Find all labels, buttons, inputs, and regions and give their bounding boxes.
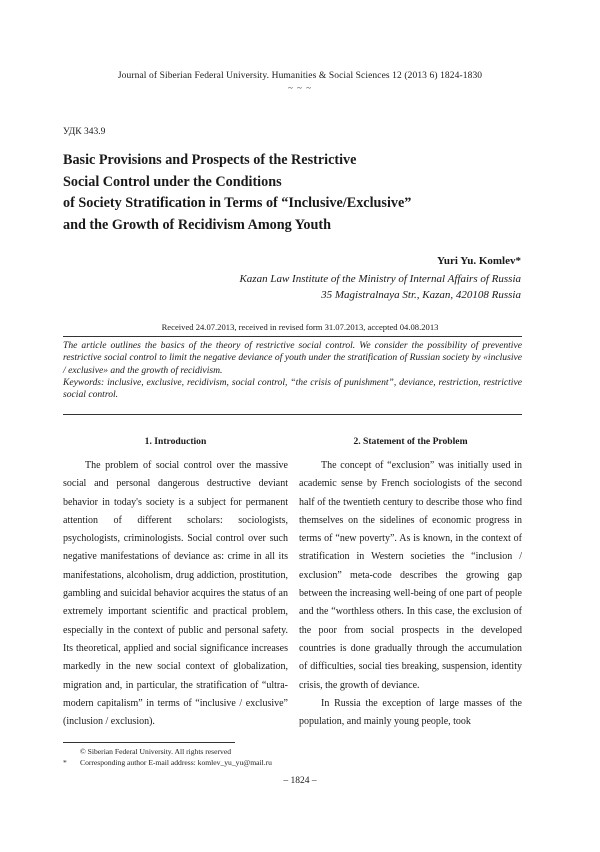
received-dates: Received 24.07.2013, received in revised form 31.07.2013, accepted 04.08.2013 bbox=[161, 322, 439, 332]
title-line: of Society Stratification in Terms of “Inclusive/Exclusive” bbox=[63, 195, 412, 211]
title-line: and the Growth of Recidivism Among Youth bbox=[63, 216, 332, 233]
page-number: – 1824 – bbox=[283, 776, 317, 786]
header-ornament: ~ ~ ~ bbox=[287, 83, 313, 93]
footnote-copyright: © Siberian Federal University. All rights reserved bbox=[80, 747, 231, 756]
section-heading-introduction: 1. Introduction bbox=[144, 436, 207, 447]
author-name: Yuri Yu. Komlev* bbox=[436, 255, 521, 267]
column-right bbox=[299, 457, 522, 731]
section-heading-problem: 2. Statement of the Problem bbox=[353, 436, 468, 447]
journal-header: Journal of Siberian Federal University. Humanities & Social Sciences 12 (2013 6) 1824-1830 bbox=[117, 71, 483, 81]
divider-bottom bbox=[63, 414, 522, 415]
title-line: Social Control under the Conditions bbox=[63, 173, 282, 190]
footnote-divider bbox=[63, 742, 235, 743]
abstract: The article outlines the basics of the theory of restrictive social control. We consider the possibility of preventive restrictive social control to limit the negative deviance of youth under the stratification of Russian society by «inclusive / exclusive» and the growth of recidivism. bbox=[63, 340, 522, 376]
keywords: Keywords: inclusive, exclusive, recidivism, social control, “the crisis of punishment”, deviance, restriction, restrictive social control. bbox=[63, 377, 522, 401]
affiliation-line: 35 Magistralnaya Str., Kazan, 420108 Russia bbox=[321, 289, 521, 301]
column-left bbox=[63, 457, 288, 731]
footnote-star: * bbox=[63, 758, 67, 767]
paragraph: In Russia the exception of large masses of the population, and mainly young people, took bbox=[299, 697, 522, 728]
article-title bbox=[63, 150, 533, 236]
footnote-corresponding bbox=[63, 758, 272, 767]
udk-code: УДК 343.9 bbox=[63, 127, 106, 137]
divider-top bbox=[63, 336, 522, 337]
title-line: Basic Provisions and Prospects of the Restrictive bbox=[63, 152, 357, 168]
footnote-email: Corresponding author E-mail address: komlev_yu_yu@mail.ru bbox=[80, 758, 272, 767]
affiliation-line: Kazan Law Institute of the Ministry of Internal Affairs of Russia bbox=[239, 273, 521, 285]
author-affiliation bbox=[239, 271, 521, 303]
paragraph: The problem of social control over the massive social and personal dangerous destructive deviant behavior in today's society is a subject for permanent attention of different scholars: sociologists, psychologists, criminologists. Social control over such negative manifestations of deviance as: crime in all its manifestations, alcoholism, drug addiction, prostitution, gambling and suicidal behavior acquires the status of an extremely important scientific and practical problem, especially in the context of public and personal safety. Its theoretical, applied and social significance increases markedly in the new social context of globalization, migration and, in particular, the stratification of “ultra-modern capitalism” in terms of “inclusive / exclusive” (inclusion / exclusion). bbox=[63, 460, 288, 728]
paragraph: The concept of “exclusion” was initially used in academic sense by French sociologists of the second half of the twentieth century to describe those who find themselves on the sidelines of economic progress in terms of “new poverty”. As is known, in the context of stratification in Western societies the “inclusion / exclusion” meta-code describes the growing gap between the increasing well-being of one part of people and the “worthless others. In this case, the exclusion of the poor from social prospects in the developed countries is done gradually through the accumulation of difficulties, social ties breaking, suspension, identity crisis, the growth of deviance. bbox=[299, 460, 522, 691]
